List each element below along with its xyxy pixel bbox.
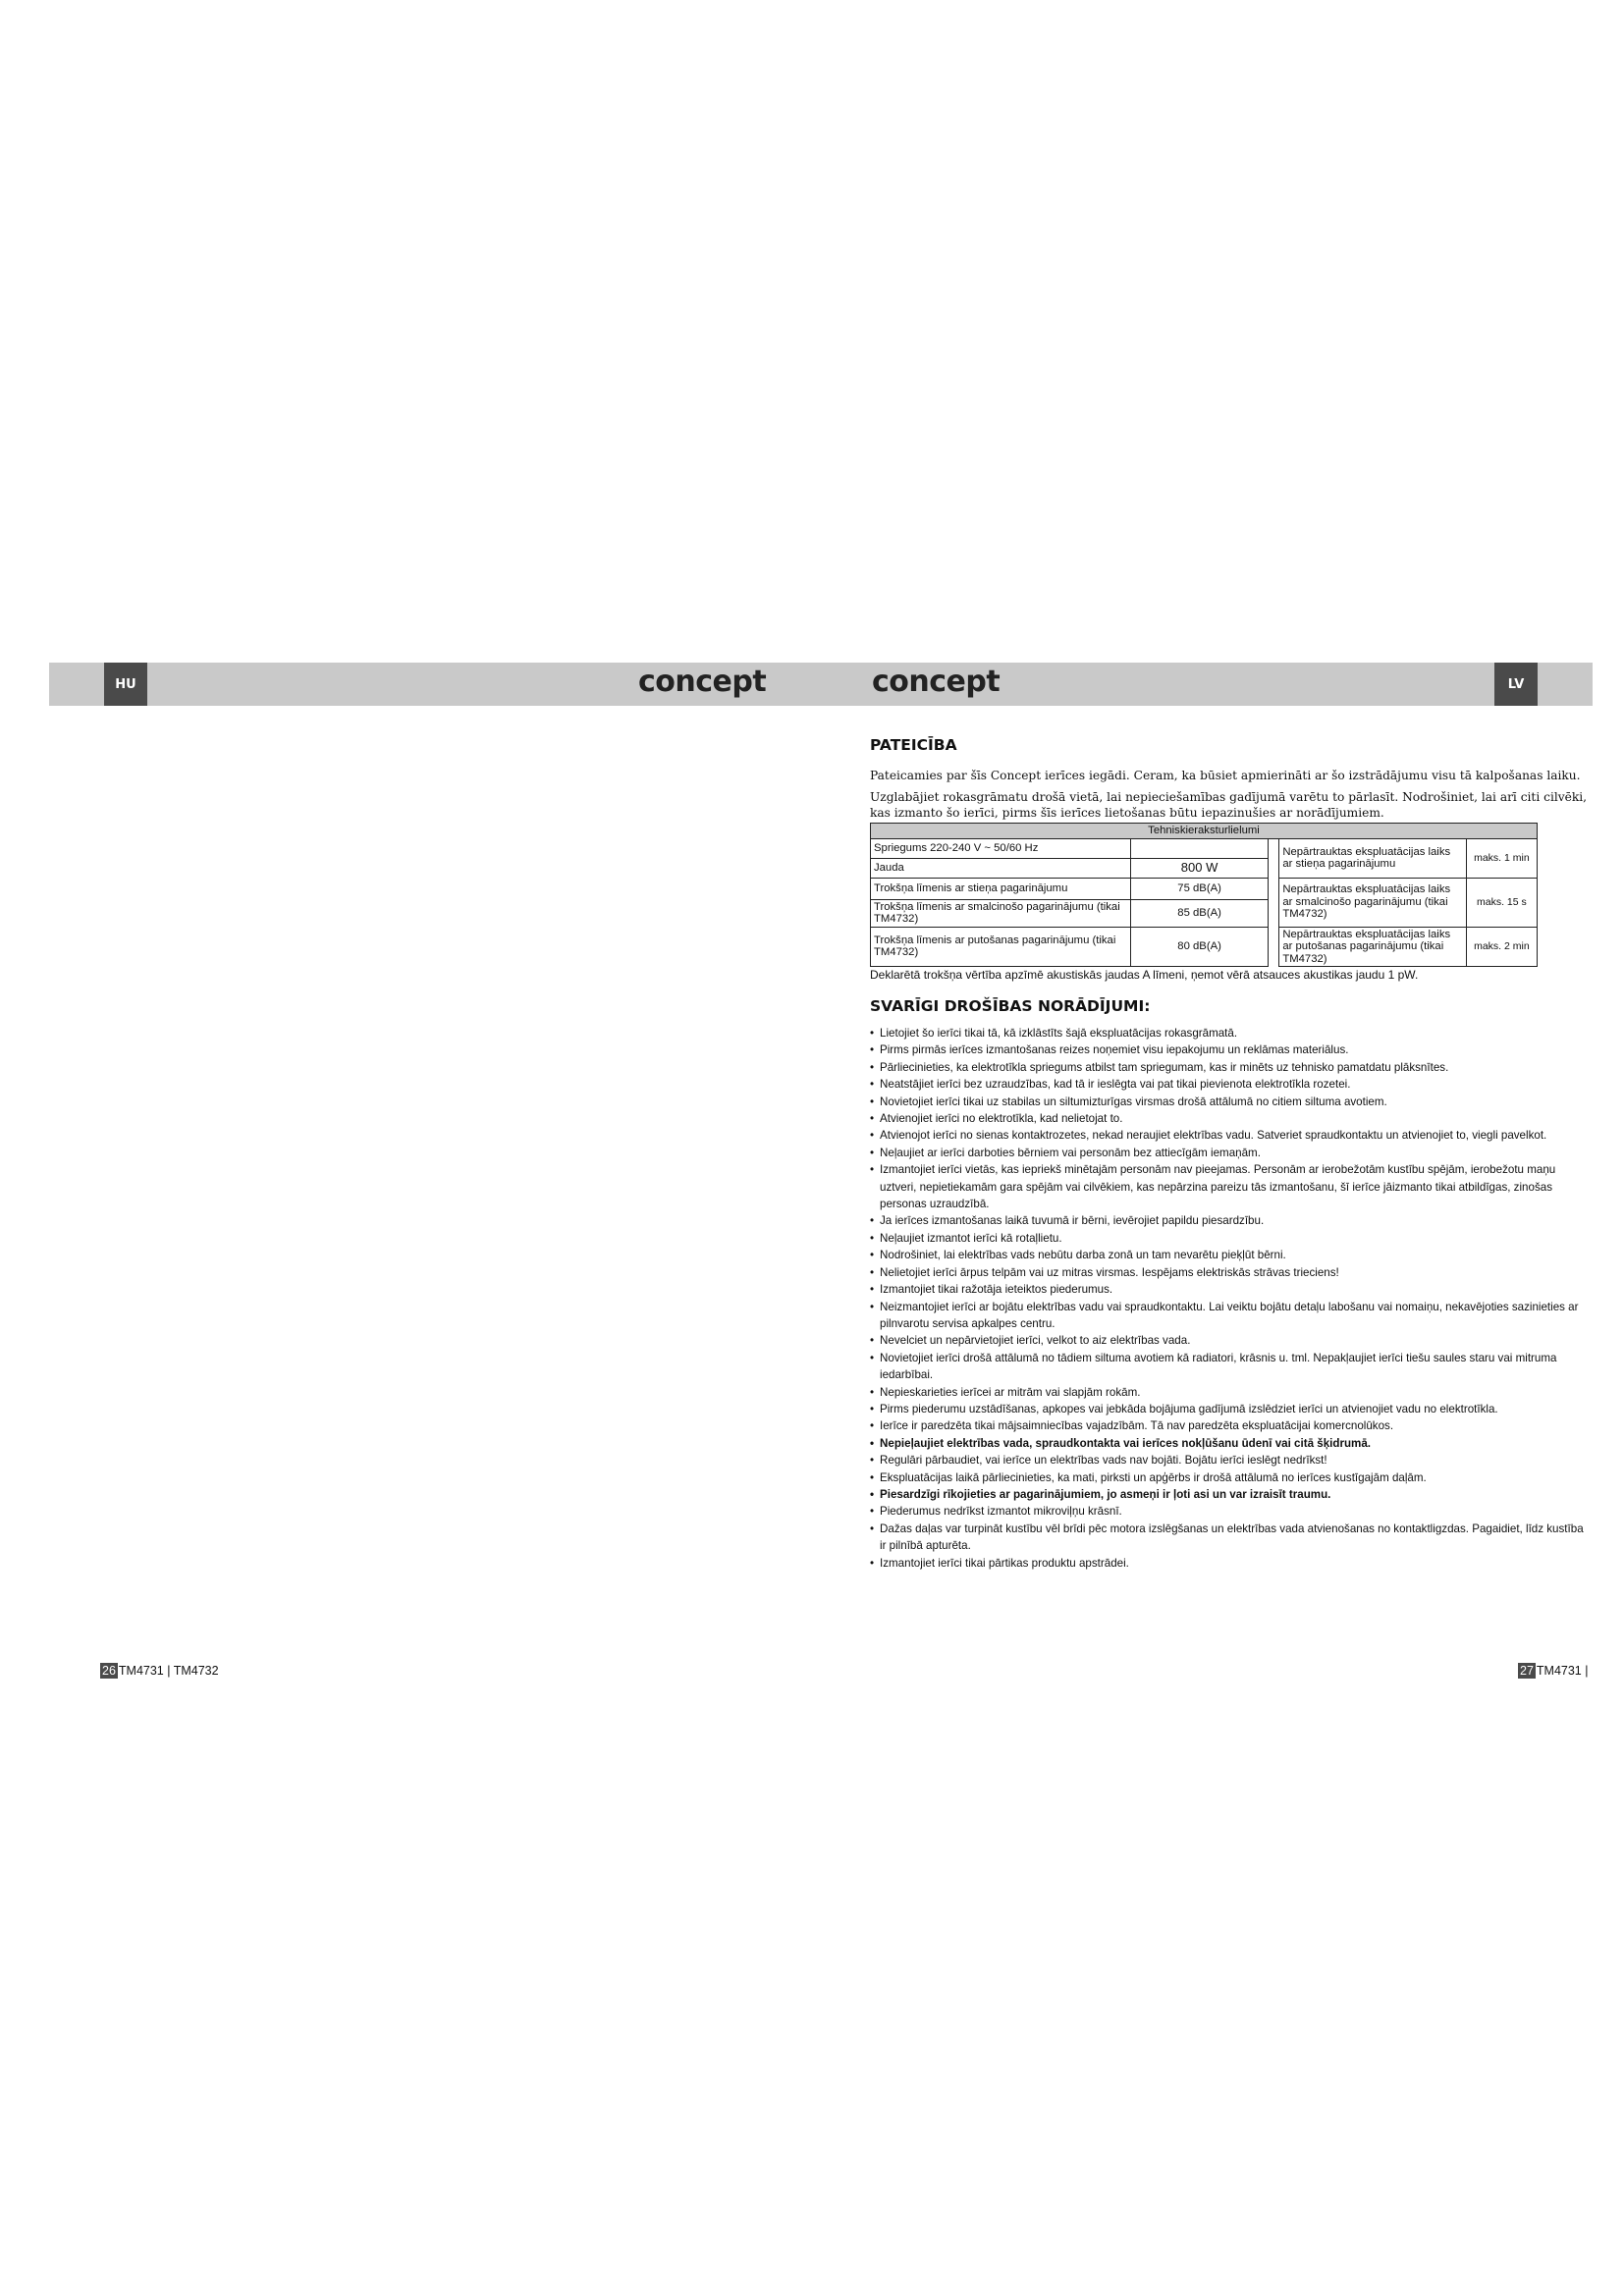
spec-label: Nepārtrauktas ekspluatācijas laiks ar stieņa pagarinājumu [1279, 838, 1466, 878]
list-item: • Izmantojiet tikai ražotāja ieteiktos piederumus. [870, 1281, 1587, 1298]
spec-value: 80 dB(A) [1130, 927, 1269, 967]
list-item: • Ierīce ir paredzēta tikai mājsaimniecības vajadzībām. Tā nav paredzēta ekspluatācijai komercnolūkos. [870, 1417, 1587, 1434]
brand-logo-right: concept [872, 665, 1001, 699]
list-item: • Piesardzīgi rīkojieties ar pagarinājumiem, jo asmeņi ir ļoti asi un var izraisīt traumu. [870, 1486, 1587, 1503]
list-item: • Atvienojiet ierīci no elektrotīkla, kad nelietojat to. [870, 1110, 1587, 1127]
list-item: • Nelietojiet ierīci ārpus telpām vai uz mitras virsmas. Iespējams elektriskās strāvas trieciens! [870, 1264, 1587, 1281]
list-item: • Ekspluatācijas laikā pārliecinieties, ka mati, pirksti un apģērbs ir drošā attālumā no ierīces kustīgajām daļām. [870, 1469, 1587, 1486]
specifications-table-title: Tehniskieraksturlielumi [871, 824, 1538, 839]
list-item: • Dažas daļas var turpināt kustību vēl brīdi pēc motora izslēgšanas un elektrības vada atvienošanas no kontaktligzdas. Pagaidiet, līdz kustība ir pilnībā apturēta. [870, 1521, 1587, 1555]
list-item: • Nepieskarieties ierīcei ar mitrām vai slapjām rokām. [870, 1384, 1587, 1401]
thanks-paragraph-2: Uzglabājiet rokasgrāmatu drošā vietā, lai nepieciešamības gadījumā varētu to pārlasīt. Nodrošiniet, lai arī citi cilvēki, kas izmanto šo ierīci, pirms šīs ierīces lietošanas būtu iepazinušies ar norādījumiem. [870, 790, 1587, 820]
spec-value: maks. 15 s [1466, 878, 1537, 927]
list-item: • Neizmantojiet ierīci ar bojātu elektrības vadu vai spraudkontaktu. Lai veiktu bojātu detaļu labošanu vai nomaiņu, nekavējoties sazinieties ar pilnvarotu servisa apkalpes centru. [870, 1299, 1587, 1333]
list-item: • Piederumus nedrīkst izmantot mikroviļņu krāsnī. [870, 1503, 1587, 1520]
list-item: • Nodrošiniet, lai elektrības vads nebūtu darba zonā un tam nevarētu pieķļūt bērni. [870, 1247, 1587, 1263]
spec-value: maks. 1 min [1466, 838, 1537, 878]
spec-label: Jauda [871, 858, 1131, 878]
model-label-right: TM4731 | [1536, 1664, 1589, 1678]
brand-logo-left: concept [638, 665, 767, 699]
list-item: • Regulāri pārbaudiet, vai ierīce un elektrības vads nav bojāti. Bojātu ierīci ieslēgt nedrīkst! [870, 1452, 1587, 1468]
header-bar [49, 663, 1593, 706]
list-item: • Ja ierīces izmantošanas laikā tuvumā ir bērni, ievērojiet papildu piesardzību. [870, 1212, 1587, 1229]
list-item: • Nepieļaujiet elektrības vada, spraudkontakta vai ierīces nokļūšanu ūdenī vai citā šķidrumā. [870, 1435, 1587, 1452]
page-number-right: 27 [1520, 1664, 1534, 1678]
list-item: • Pirms pirmās ierīces izmantošanas reizes noņemiet visu iepakojumu un reklāmas materiālus. [870, 1041, 1587, 1058]
list-item: • Atvienojot ierīci no sienas kontaktrozetes, nekad neraujiet elektrības vadu. Satveriet spraudkontaktu un atvienojiet to, viegli pavelkot. [870, 1127, 1587, 1144]
spec-value [1130, 838, 1269, 858]
spec-label: Trokšņa līmenis ar putošanas pagarinājumu (tikai TM4732) [871, 927, 1131, 967]
list-item: • Pārliecinieties, ka elektrotīkla spriegums atbilst tam spriegumam, kas ir minēts uz tehnisko pamatdatu plāksnītes. [870, 1059, 1587, 1076]
safety-title: SVARĪGI DROŠĪBAS NORĀDĪJUMI: [870, 997, 1151, 1015]
list-item: • Neļaujiet izmantot ierīci kā rotaļlietu. [870, 1230, 1587, 1247]
list-item: • Nevelciet un nepārvietojiet ierīci, velkot to aiz elektrības vada. [870, 1332, 1587, 1349]
list-item: • Neatstājiet ierīci bez uzraudzības, kad tā ir ieslēgta vai pat tikai pievienota elektrotīkla rozetei. [870, 1076, 1587, 1093]
list-item: • Izmantojiet ierīci tikai pārtikas produktu apstrādei. [870, 1555, 1587, 1572]
list-item: • Izmantojiet ierīci vietās, kas iepriekš minētajām personām nav pieejamas. Personām ar ierobežotām kustību spējām, ierobežotu maņu uztveri, nepietiekamām gara spējām vai cilvēkiem, kas nepārzina pareizu tās izmantošanu, šī ierīce jāizmanto tikai atbildīgas, zinošas personas uzraudzībā. [870, 1161, 1587, 1212]
model-label-left: TM4731 | TM4732 [118, 1664, 219, 1678]
language-badge-hu: HU [104, 663, 147, 706]
specifications-table [870, 823, 1538, 967]
footer-right [1518, 1663, 1588, 1679]
language-badge-lv: LV [1494, 663, 1538, 706]
right-page-content [870, 736, 1587, 1572]
spec-value: 85 dB(A) [1130, 899, 1269, 927]
spec-label: Nepārtrauktas ekspluatācijas laiks ar putošanas pagarinājumu (tikai TM4732) [1279, 927, 1466, 967]
spec-value: 800 W [1130, 858, 1269, 878]
footer-left [100, 1663, 219, 1679]
spec-value: 75 dB(A) [1130, 878, 1269, 899]
thanks-paragraph-1: Pateicamies par šīs Concept ierīces iegādi. Ceram, ka būsiet apmierināti ar šo izstrādājumu visu tā kalpošanas laiku. [870, 769, 1581, 782]
thanks-title: PATEICĪBA [870, 736, 957, 754]
list-item: • Neļaujiet ar ierīci darboties bērniem vai personām bez attiecīgām iemaņām. [870, 1145, 1587, 1161]
spec-label: Trokšņa līmenis ar smalcinošo pagarinājumu (tikai TM4732) [871, 899, 1131, 927]
page-number-left: 26 [102, 1664, 116, 1678]
spec-label: Nepārtrauktas ekspluatācijas laiks ar smalcinošo pagarinājumu (tikai TM4732) [1279, 878, 1466, 927]
list-item: • Novietojiet ierīci drošā attālumā no tādiem siltuma avotiem kā radiatori, krāsnis u. tml. Nepakļaujiet ierīci tiešu saules staru vai mitruma iedarbībai. [870, 1350, 1587, 1384]
list-item: • Novietojiet ierīci tikai uz stabilas un siltumizturīgas virsmas drošā attālumā no citiem siltuma avotiem. [870, 1094, 1587, 1110]
declared-noise-note: Deklarētā trokšņa vērtība apzīmē akustiskās jaudas A līmeni, ņemot vērā atsauces akustikas jaudu 1 pW. [870, 968, 1419, 982]
safety-list [870, 1025, 1587, 1572]
spec-label: Spriegums 220-240 V ~ 50/60 Hz [871, 838, 1131, 858]
spec-label: Trokšņa līmenis ar stieņa pagarinājumu [871, 878, 1131, 899]
spec-value: maks. 2 min [1466, 927, 1537, 967]
list-item: • Pirms piederumu uzstādīšanas, apkopes vai jebkāda bojājuma gadījumā izslēdziet ierīci un atvienojiet vadu no elektrotīkla. [870, 1401, 1587, 1417]
list-item: • Lietojiet šo ierīci tikai tā, kā izklāstīts šajā ekspluatācijas rokasgrāmatā. [870, 1025, 1587, 1041]
